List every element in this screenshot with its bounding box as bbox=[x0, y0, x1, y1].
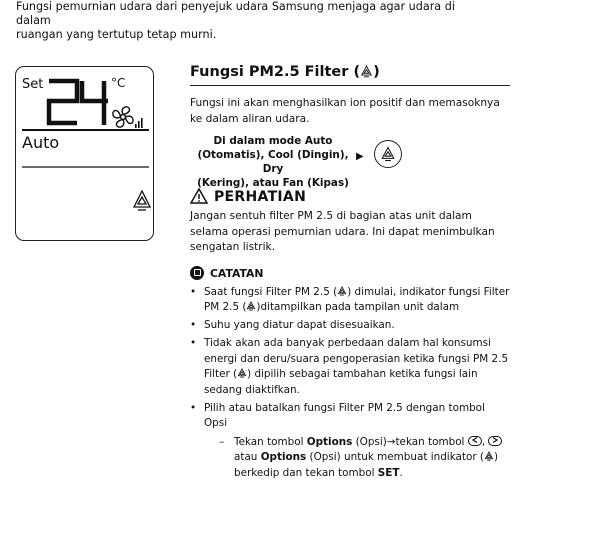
note-icon bbox=[190, 266, 204, 280]
fan-speed-bars bbox=[135, 118, 143, 128]
section-title: Fungsi PM2.5 Filter ( ) bbox=[190, 62, 510, 86]
digit-2 bbox=[49, 81, 77, 123]
mode-requirement bbox=[190, 134, 510, 189]
pm25-filter-icon bbox=[237, 368, 247, 378]
pm25-button-icon bbox=[374, 140, 402, 168]
lcd-display bbox=[15, 66, 154, 241]
list-item: • Suhu yang diatur dapat disesuaikan. bbox=[190, 318, 510, 334]
pm25-filter-icon bbox=[484, 451, 494, 461]
right-key-icon bbox=[488, 436, 502, 446]
intro-text bbox=[16, 0, 486, 42]
section-description: Fungsi ini akan menghasilkan ion positif dan memasoknya ke dalam aliran udara. bbox=[190, 97, 500, 125]
sub-instruction: – Tekan tombol Options (Opsi)→tekan tombol , atau Options (Opsi) untuk membuat indikator ( ) berkedip dan tekan tombol SET. bbox=[204, 435, 510, 482]
warning-text: Jangan sentuh filter PM 2.5 di bagian atas unit dalam selama operasi pemurnian udara. Ini dapat menimbulkan sengatan listrik. bbox=[190, 210, 495, 253]
pm25-filter-icon bbox=[337, 286, 347, 296]
list-item: • Tidak akan ada banyak perbedaan dalam hal konsumsi energi dan deru/suara pengoperasian ketika fungsi PM 2.5 Filter ( ) dipilih sebagai tambahan ketika fungsi lain sedang diaktifkan. bbox=[190, 336, 510, 398]
list-item: • Pilih atau batalkan fungsi Filter PM 2.5 dengan tombol Opsi – Tekan tombol Options (Opsi)→tekan tombol , atau Options (Opsi) untuk membuat indikator ( ) berkedip dan tekan tombol SET. bbox=[190, 401, 510, 482]
note-heading: CATATAN bbox=[190, 265, 510, 283]
lcd-set-label: Set bbox=[22, 77, 44, 92]
fan-icon bbox=[113, 107, 133, 127]
warning-icon bbox=[190, 188, 208, 204]
pm25-filter-icon bbox=[246, 301, 256, 311]
arrow-right-icon: ▶ bbox=[356, 151, 364, 162]
mode-text: Di dalam mode Auto (Otomatis), Cool (Dingin), Dry (Kering), atau Fan (Kipas) bbox=[197, 135, 349, 189]
content bbox=[190, 62, 510, 484]
warning-heading: PERHATIAN bbox=[190, 187, 510, 209]
intro-line-1: Fungsi pemurnian udara dari penyejuk udara Samsung menjaga agar udara di dalam bbox=[16, 0, 455, 27]
pm25-filter-icon bbox=[134, 191, 150, 210]
note-list bbox=[190, 285, 510, 482]
pm25-filter-icon bbox=[360, 65, 373, 78]
lcd-mode: Auto bbox=[22, 133, 60, 152]
list-item: • Saat fungsi Filter PM 2.5 ( ) dimulai, indikator fungsi Filter PM 2.5 ( )ditampilkan pada tampilan unit dalam bbox=[190, 285, 510, 316]
intro-line-2: ruangan yang tertutup tetap murni. bbox=[16, 28, 217, 41]
left-key-icon bbox=[468, 436, 482, 446]
lcd-degree-unit: °C bbox=[111, 76, 126, 90]
